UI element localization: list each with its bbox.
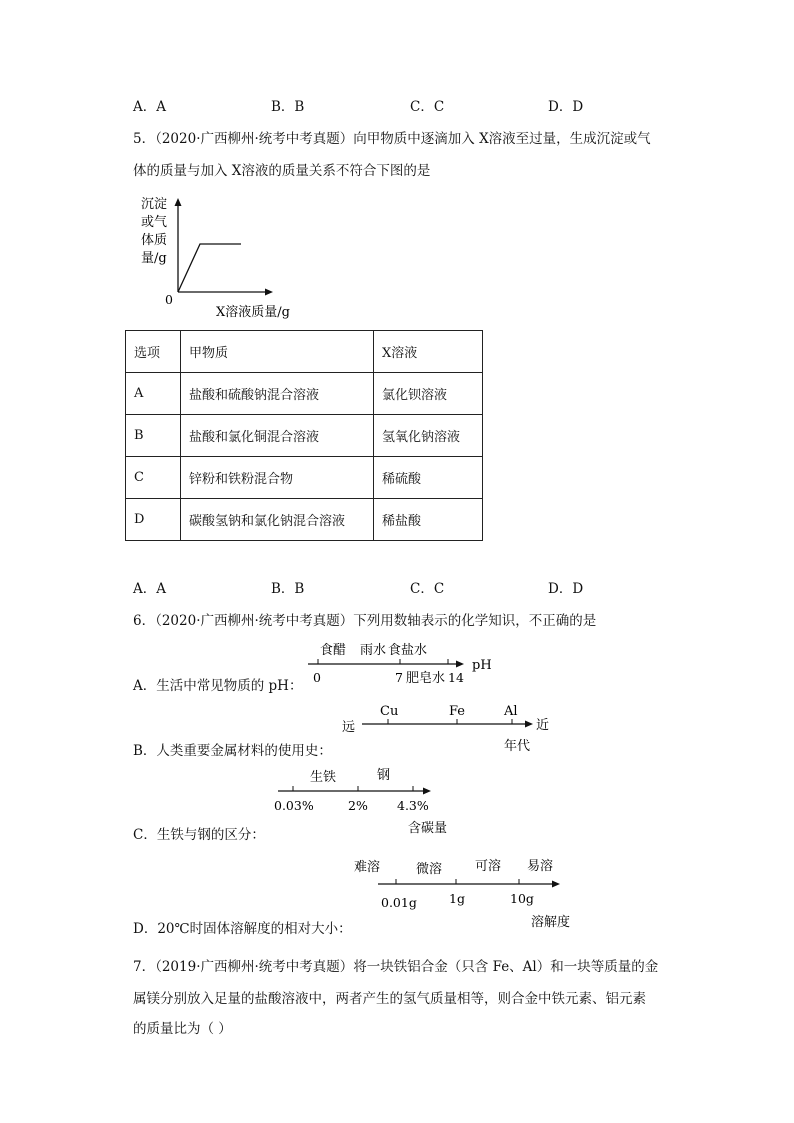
origin-label: 0 [165,292,173,307]
table-header-row [126,331,483,373]
table-cell: 锌粉和铁粉混合物 [181,457,374,499]
tick-label-14: 14 [448,670,464,685]
table-row [126,457,483,499]
ylabel-line3: 体质 [141,233,168,248]
table-header-cell: 选项 [126,331,181,373]
carbon-axis-arrow [423,788,431,795]
q7-stem-line3: 的质量比为（ ） [133,1021,232,1037]
q7-stem-line1: 7．（2019·广西柳州·统考中考真题）将一块铁铝合金（只含 Fe、Al）和一块等质量的金 [133,959,659,975]
x-axis-arrow [265,289,273,296]
above-label-soluble: 可溶 [475,859,502,874]
mass-curve [178,244,241,292]
table-row [126,499,483,541]
y-axis-arrow [175,198,182,206]
q4-option-a: A．A [133,99,166,115]
axis-name-ph: pH [472,658,492,673]
table-cell: 氯化钡溶液 [374,373,483,415]
table-cell: 氢氧化钠溶液 [374,415,483,457]
above-label-rain: 雨水 [360,643,387,658]
xlabel: X溶液质量/g [216,305,290,320]
q6-a-label: A．生活中常见物质的 pH： [133,678,303,694]
above-label-slightly: 微溶 [416,862,443,877]
q5-option-a: A．A [133,581,166,597]
table-row [126,373,483,415]
q6-a-number-line [300,638,500,688]
table-cell: A [126,373,181,415]
far-label: 远 [342,720,356,735]
tick-label-10g: 10g [510,891,534,906]
tick-label-2: 2% [348,798,368,813]
q5-options-table [125,330,483,541]
tick-label-1g: 1g [449,891,465,906]
q5-graph-svg [130,190,310,320]
tick-label-43: 4.3% [397,798,429,813]
above-label-pig-iron: 生铁 [310,770,337,785]
ph-axis-svg [300,638,500,688]
near-label: 近 [536,718,550,733]
history-axis-svg [338,700,568,758]
axis-name-carbon: 含碳量 [408,821,448,836]
q4-option-c: C．C [410,99,445,115]
table-header-cell: 甲物质 [181,331,374,373]
above-label-steel: 钢 [377,768,391,783]
table-cell: 稀硫酸 [374,457,483,499]
q5-graph [130,190,310,320]
q7-stem-line2: 属镁分别放入足量的盐酸溶液中，两者产生的氢气质量相等，则合金中铁元素、铝元素 [133,991,646,1007]
q5-option-b: B．B [271,581,305,597]
q6-b-number-line [338,700,568,758]
table-cell: D [126,499,181,541]
ph-axis-arrow [456,661,464,668]
history-axis-arrow [525,721,533,728]
q6-d-label: D．20℃时固体溶解度的相对大小： [133,921,352,937]
metal-fe: Fe [449,704,466,719]
q4-option-b: B．B [271,99,305,115]
table-cell: 碳酸氢钠和氯化钠混合溶液 [181,499,374,541]
below-label-soapwater: 肥皂水 [406,671,446,686]
above-label-insoluble: 难溶 [354,860,381,875]
q5-stem-line2: 体的质量与加入 X溶液的质量关系不符合下图的是 [133,163,431,179]
table-row [126,415,483,457]
q6-stem: 6．（2020·广西柳州·统考中考真题）下列用数轴表示的化学知识，不正确的是 [133,613,597,629]
table-cell: 盐酸和硫酸钠混合溶液 [181,373,374,415]
table-cell: 稀盐酸 [374,499,483,541]
table-header-cell: X溶液 [374,331,483,373]
above-label-easily: 易溶 [527,859,554,874]
table-cell: C [126,457,181,499]
q6-c-label: C．生铁与钢的区分： [133,827,265,843]
q6-b-label: B．人类重要金属材料的使用史： [133,743,332,759]
q6-c-number-line [270,764,470,839]
q6-d-number-line [350,852,580,934]
axis-name-era: 年代 [504,739,531,754]
tick-label-003: 0.03% [274,798,314,813]
metal-al: Al [504,704,518,719]
carbon-axis-svg [270,764,470,839]
ylabel-line1: 沉淀 [141,197,168,212]
q5-stem-line1: 5．（2020·广西柳州·统考中考真题）向甲物质中逐滴加入 X溶液至过量，生成沉淀或气 [133,131,651,147]
table-cell: 盐酸和氯化铜混合溶液 [181,415,374,457]
axis-name-solubility: 溶解度 [531,915,571,930]
tick-label-7: 7 [395,670,403,685]
q5-option-d: D．D [548,581,584,597]
q4-option-d: D．D [548,99,584,115]
table-cell: B [126,415,181,457]
solubility-axis-svg [350,852,580,934]
above-label-saltwater: 食盐水 [388,643,428,658]
above-label-vinegar: 食醋 [320,643,347,658]
ylabel-line4: 量/g [141,251,167,266]
tick-label-001g: 0.01g [381,895,417,910]
tick-label-0: 0 [313,670,321,685]
metal-cu: Cu [380,704,399,719]
solubility-axis-arrow [552,881,560,888]
ylabel-line2: 或气 [141,215,168,230]
q5-option-c: C．C [410,581,445,597]
